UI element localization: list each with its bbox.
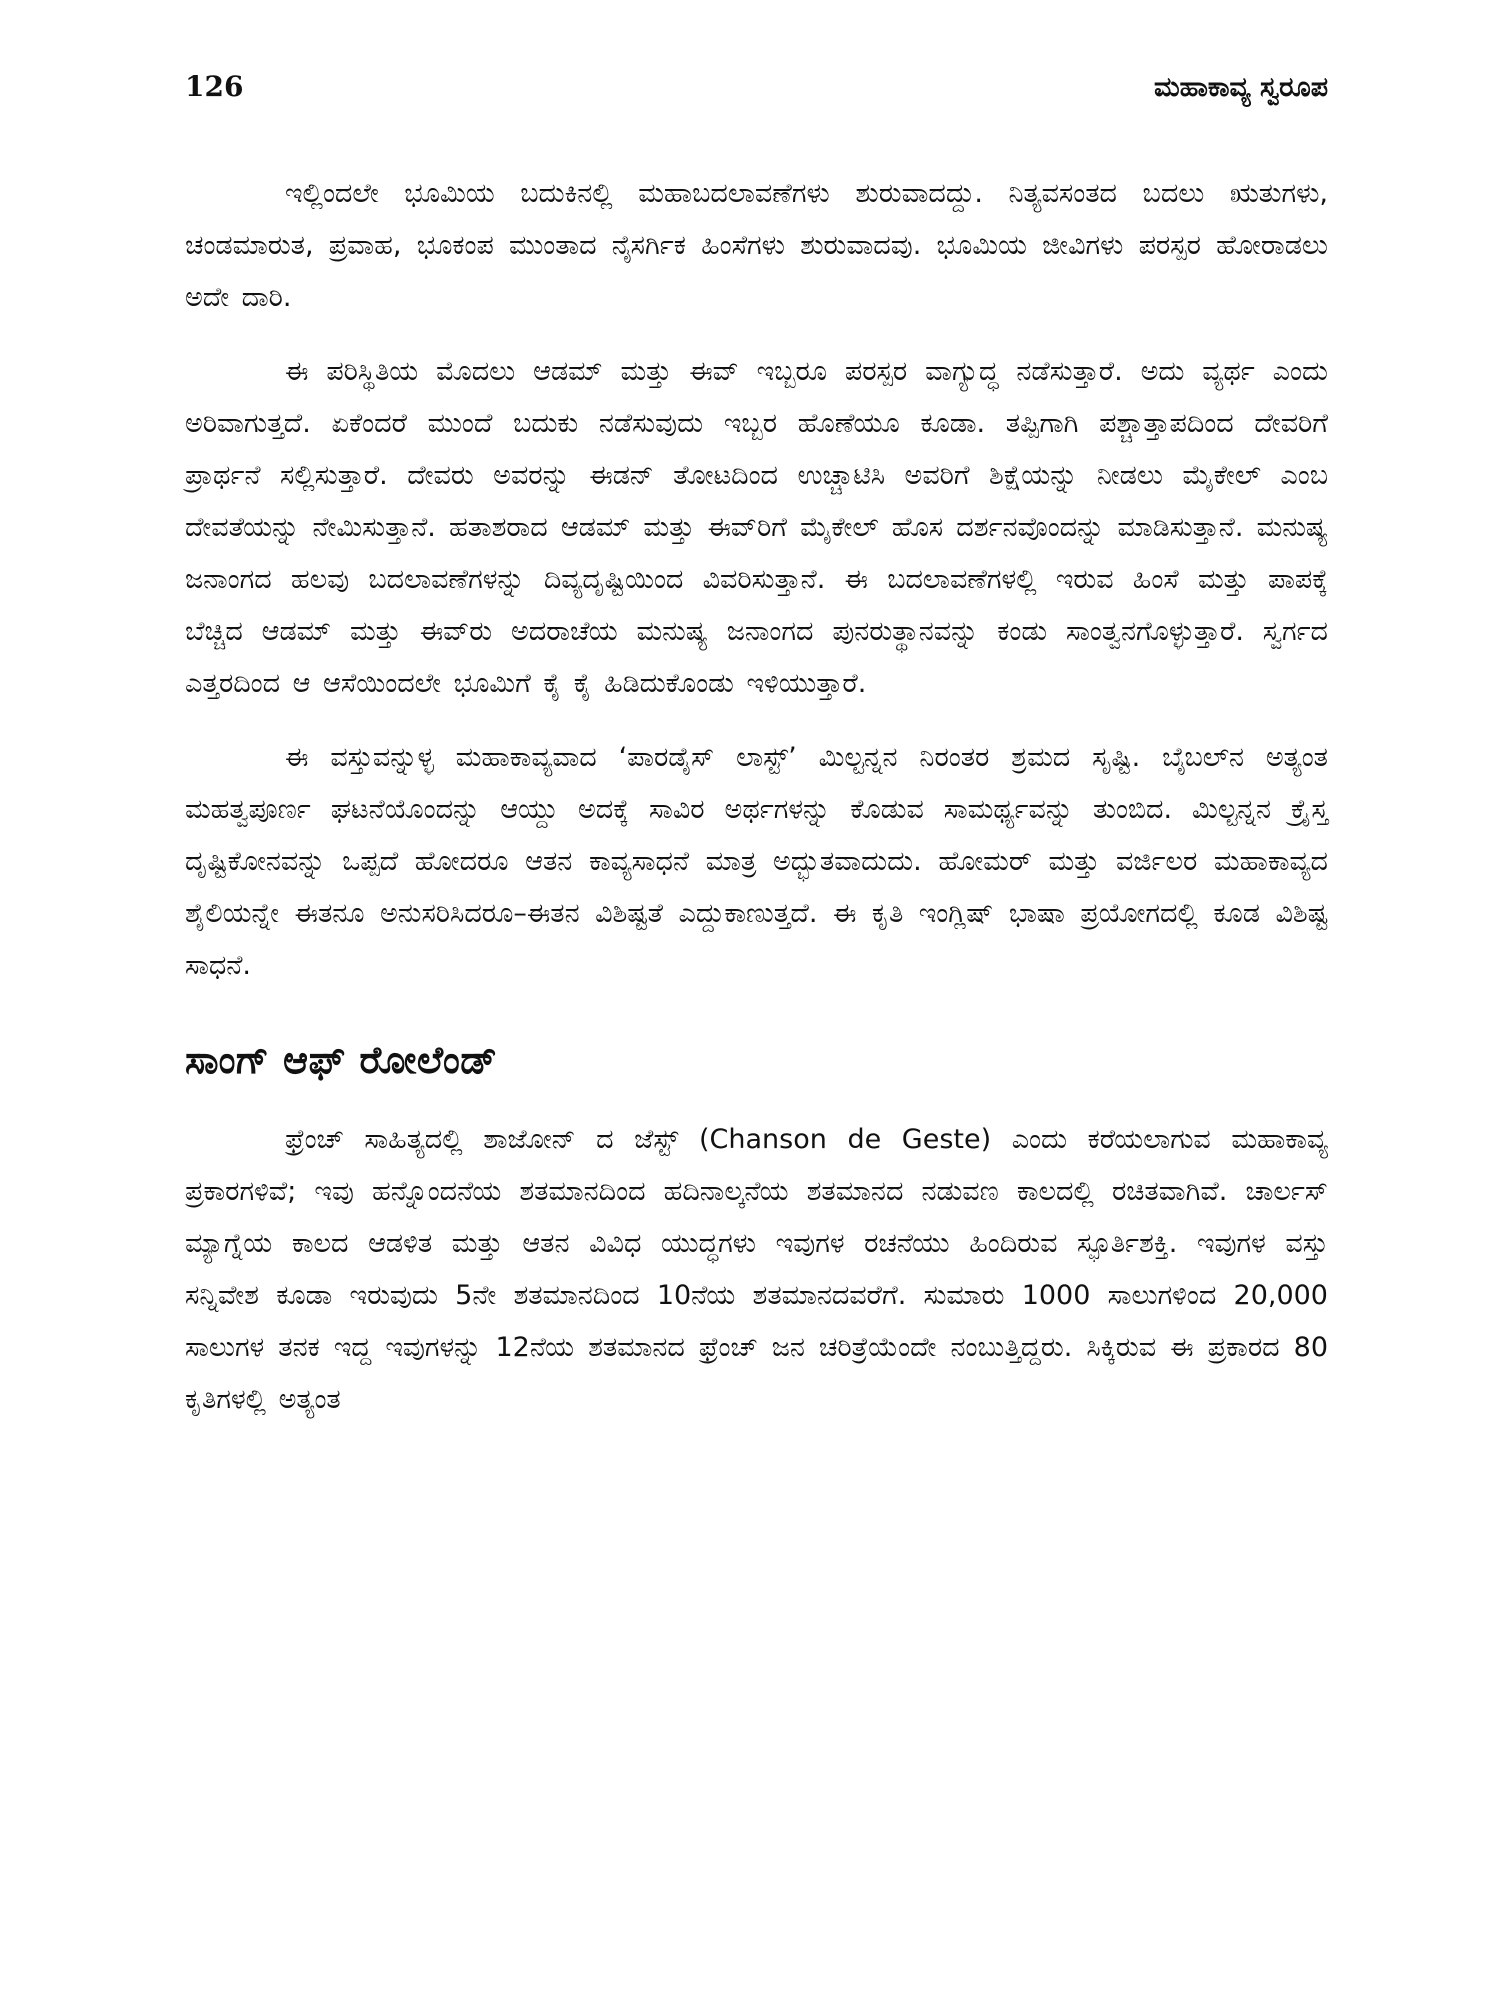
page-header xyxy=(185,70,1328,120)
paragraph: ಇಲ್ಲಿಂದಲೇ ಭೂಮಿಯ ಬದುಕಿನಲ್ಲಿ ಮಹಾಬದಲಾವಣೆಗಳು ಶುರುವಾದದ್ದು. ನಿತ್ಯವಸಂತದ ಬದಲು ಋತುಗಳು, ಚಂಡಮಾರುತ, ಪ್ರವಾಹ, ಭೂಕಂಪ ಮುಂತಾದ ನೈಸರ್ಗಿಕ ಹಿಂಸೆಗಳು ಶುರುವಾದವು. ಭೂಮಿಯ ಜೀವಿಗಳು ಪರಸ್ಪರ ಹೋರಾಡಲು ಅದೇ ದಾರಿ. xyxy=(185,178,1328,313)
paragraph: ಫ್ರೆಂಚ್ ಸಾಹಿತ್ಯದಲ್ಲಿ ಶಾಜೋನ್ ದ ಜೆಸ್ಟ್ (Chanson de Geste) ಎಂದು ಕರೆಯಲಾಗುವ ಮಹಾಕಾವ್ಯ ಪ್ರಕಾರಗಳಿವೆ; ಇವು ಹನ್ನೊಂದನೆಯ ಶತಮಾನದಿಂದ ಹದಿನಾಲ್ಕನೆಯ ಶತಮಾನದ ನಡುವಣ ಕಾಲದಲ್ಲಿ ರಚಿತವಾಗಿವೆ. ಚಾರ್ಲಸ್ ಮ್ಯಾಗ್ನೆಯ ಕಾಲದ ಆಡಳಿತ ಮತ್ತು ಆತನ ವಿವಿಧ ಯುದ್ಧಗಳು ಇವುಗಳ ರಚನೆಯು ಹಿಂದಿರುವ ಸ್ಫೂರ್ತಿಶಕ್ತಿ. ಇವುಗಳ ವಸ್ತು ಸನ್ನಿವೇಶ ಕೂಡಾ ಇರುವುದು 5ನೇ ಶತಮಾನದಿಂದ 10ನೆಯ ಶತಮಾನದವರೆಗೆ. ಸುಮಾರು 1000 ಸಾಲುಗಳಿಂದ 20,000 ಸಾಲುಗಳ ತನಕ ಇದ್ದ ಇವುಗಳನ್ನು 12ನೆಯ ಶತಮಾನದ ಫ್ರೆಂಚ್ ಜನ ಚರಿತ್ರೆಯೆಂದೇ ನಂಬುತ್ತಿದ್ದರು. ಸಿಕ್ಕಿರುವ ಈ ಪ್ರಕಾರದ 80 ಕೃತಿಗಳಲ್ಲಿ ಅತ್ಯಂತ xyxy=(185,1124,1328,1415)
page-number: 126 xyxy=(185,70,244,103)
body-text xyxy=(185,168,1328,1448)
paragraph: ಈ ಪರಿಸ್ಥಿತಿಯ ಮೊದಲು ಆಡಮ್ ಮತ್ತು ಈವ್ ಇಬ್ಬರೂ ಪರಸ್ಪರ ವಾಗ್ಯುದ್ಧ ನಡೆಸುತ್ತಾರೆ. ಅದು ವ್ಯರ್ಥ ಎಂದು ಅರಿವಾಗುತ್ತದೆ. ಏಕೆಂದರೆ ಮುಂದೆ ಬದುಕು ನಡೆಸುವುದು ಇಬ್ಬರ ಹೊಣೆಯೂ ಕೂಡಾ. ತಪ್ಪಿಗಾಗಿ ಪಶ್ಚಾತ್ತಾಪದಿಂದ ದೇವರಿಗೆ ಪ್ರಾರ್ಥನೆ ಸಲ್ಲಿಸುತ್ತಾರೆ. ದೇವರು ಅವರನ್ನು ಈಡನ್ ತೋಟದಿಂದ ಉಚ್ಚಾಟಿಸಿ ಅವರಿಗೆ ಶಿಕ್ಷೆಯನ್ನು ನೀಡಲು ಮೈಕೇಲ್ ಎಂಬ ದೇವತೆಯನ್ನು ನೇಮಿಸುತ್ತಾನೆ. ಹತಾಶರಾದ ಆಡಮ್ ಮತ್ತು ಈವ್‌ರಿಗೆ ಮೈಕೇಲ್ ಹೊಸ ದರ್ಶನವೊಂದನ್ನು ಮಾಡಿಸುತ್ತಾನೆ. ಮನುಷ್ಯ ಜನಾಂಗದ ಹಲವು ಬದಲಾವಣೆಗಳನ್ನು ದಿವ್ಯದೃಷ್ಟಿಯಿಂದ ವಿವರಿಸುತ್ತಾನೆ. ಈ ಬದಲಾವಣೆಗಳಲ್ಲಿ ಇರುವ ಹಿಂಸೆ ಮತ್ತು ಪಾಪಕ್ಕೆ ಬೆಚ್ಚಿದ ಆಡಮ್ ಮತ್ತು ಈವ್‌ರು ಅದರಾಚೆಯ ಮನುಷ್ಯ ಜನಾಂಗದ ಪುನರುತ್ಥಾನವನ್ನು ಕಂಡು ಸಾಂತ್ವನಗೊಳ್ಳುತ್ತಾರೆ. ಸ್ವರ್ಗದ ಎತ್ತರದಿಂದ ಆ ಆಸೆಯಿಂದಲೇ ಭೂಮಿಗೆ ಕೈ ಕೈ ಹಿಡಿದುಕೊಂಡು ಇಳಿಯುತ್ತಾರೆ. xyxy=(185,356,1328,699)
section-heading: ಸಾಂಗ್ ಆಫ್ ರೋಲೆಂಡ್ xyxy=(185,1038,498,1082)
running-title: ಮಹಾಕಾವ್ಯ ಸ್ವರೂಪ xyxy=(1153,72,1328,103)
paragraph: ಈ ವಸ್ತುವನ್ನುಳ್ಳ ಮಹಾಕಾವ್ಯವಾದ ‘ಪಾರಡೈಸ್ ಲಾಸ್ಟ್’ ಮಿಲ್ಟನ್ನನ ನಿರಂತರ ಶ್ರಮದ ಸೃಷ್ಟಿ. ಬೈಬಲ್‌ನ ಅತ್ಯಂತ ಮಹತ್ವಪೂರ್ಣ ಘಟನೆಯೊಂದನ್ನು ಆಯ್ದು ಅದಕ್ಕೆ ಸಾವಿರ ಅರ್ಥಗಳನ್ನು ಕೊಡುವ ಸಾಮರ್ಥ್ಯವನ್ನು ತುಂಬಿದ. ಮಿಲ್ಟನ್ನನ ಕ್ರೈಸ್ತ ದೃಷ್ಟಿಕೋನವನ್ನು ಒಪ್ಪದೆ ಹೋದರೂ ಆತನ ಕಾವ್ಯಸಾಧನೆ ಮಾತ್ರ ಅದ್ಭುತವಾದುದು. ಹೋಮರ್ ಮತ್ತು ವರ್ಜಿಲರ ಮಹಾಕಾವ್ಯದ ಶೈಲಿಯನ್ನೇ ಈತನೂ ಅನುಸರಿಸಿದರೂ–ಈತನ ವಿಶಿಷ್ಟತೆ ಎದ್ದುಕಾಣುತ್ತದೆ. ಈ ಕೃತಿ ಇಂಗ್ಲಿಷ್ ಭಾಷಾ ಪ್ರಯೋಗದಲ್ಲಿ ಕೂಡ ವಿಶಿಷ್ಟ ಸಾಧನೆ. xyxy=(185,742,1328,981)
